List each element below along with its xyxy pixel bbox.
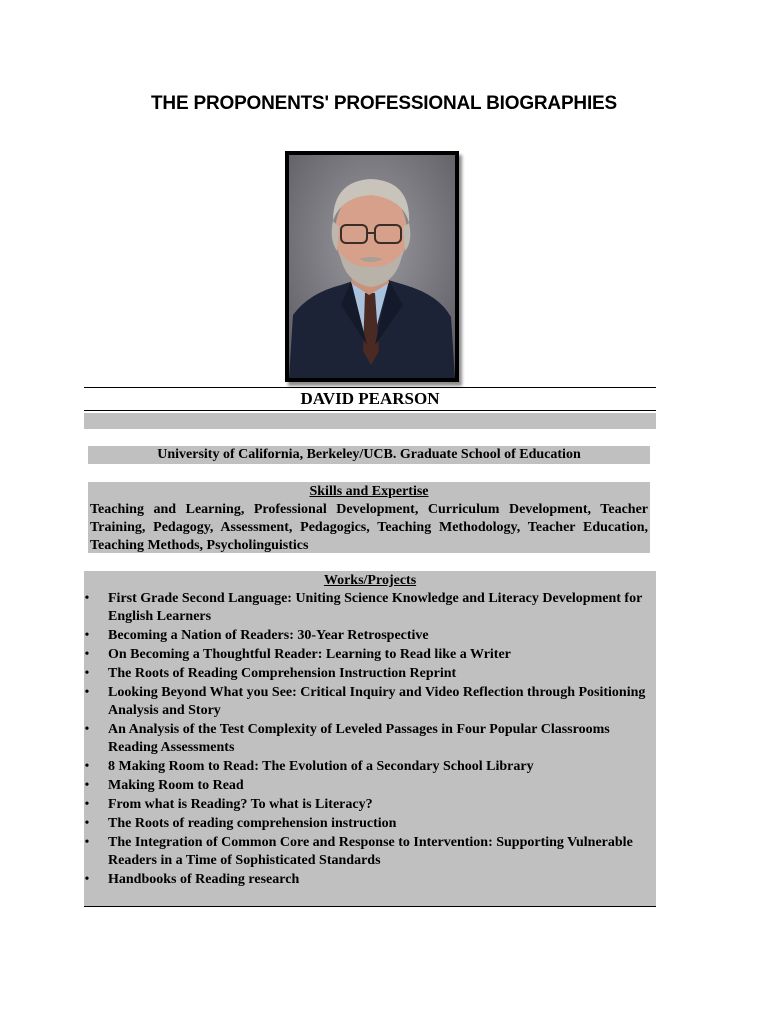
bullet-icon: • <box>84 778 90 793</box>
page-title: THE PROPONENTS' PROFESSIONAL BIOGRAPHIES <box>151 93 617 114</box>
bullet-icon: • <box>84 722 90 737</box>
bullet-icon: • <box>84 628 90 643</box>
list-item <box>84 777 656 795</box>
person-name: DAVID PEARSON <box>300 389 440 408</box>
bullet-icon: • <box>84 647 90 662</box>
works-heading: Works/Projects <box>323 573 417 588</box>
works-list <box>84 590 656 889</box>
list-item <box>84 646 656 664</box>
work-title: The Roots of reading comprehension instruction <box>108 816 397 831</box>
bullet-icon: • <box>84 759 90 774</box>
list-item <box>84 871 656 889</box>
portrait-photo <box>285 151 459 382</box>
work-title: On Becoming a Thoughtful Reader: Learning to Read like a Writer <box>108 647 511 662</box>
bullet-icon: • <box>84 872 90 887</box>
work-title: First Grade Second Language: Uniting Science Knowledge and Literacy Development for English Learners <box>108 591 643 624</box>
work-title: Handbooks of Reading research <box>108 872 300 887</box>
bullet-icon: • <box>84 835 90 850</box>
list-item <box>84 590 656 626</box>
work-title: The Roots of Reading Comprehension Instruction Reprint <box>108 666 457 681</box>
divider-top <box>84 387 656 388</box>
bullet-icon: • <box>84 685 90 700</box>
list-item <box>84 796 656 814</box>
work-title: 8 Making Room to Read: The Evolution of a Secondary School Library <box>108 759 534 774</box>
work-title: From what is Reading? To what is Literacy? <box>108 797 373 812</box>
bullet-icon: • <box>84 816 90 831</box>
divider-bottom <box>84 906 656 907</box>
list-item <box>84 665 656 683</box>
list-item <box>84 684 656 720</box>
bullet-icon: • <box>84 591 90 606</box>
works-section <box>84 571 656 907</box>
list-item <box>84 834 656 870</box>
portrait-illustration <box>289 155 455 378</box>
shaded-band <box>84 413 656 429</box>
skills-text: Teaching and Learning, Professional Development, Curriculum Development, Teacher Training, Pedagogy, Assessment, Pedagogics, Teaching Methodology, Teacher Education, Teaching Methods, Psycholinguistics <box>90 502 648 553</box>
list-item <box>84 627 656 645</box>
skills-heading: Skills and Expertise <box>309 484 429 499</box>
bullet-icon: • <box>84 797 90 812</box>
work-title: Becoming a Nation of Readers: 30-Year Retrospective <box>108 628 429 643</box>
skills-section <box>88 482 650 553</box>
work-title: Looking Beyond What you See: Critical Inquiry and Video Reflection through Positioning Analysis and Story <box>108 685 646 718</box>
work-title: Making Room to Read <box>108 778 244 793</box>
list-item <box>84 815 656 833</box>
divider-under-name <box>84 410 656 411</box>
list-item <box>84 721 656 757</box>
affiliation: University of California, Berkeley/UCB. Graduate School of Education <box>88 446 650 464</box>
work-title: The Integration of Common Core and Response to Intervention: Supporting Vulnerable Readers in a Time of Sophisticated Standards <box>108 835 633 868</box>
list-item <box>84 758 656 776</box>
work-title: An Analysis of the Test Complexity of Leveled Passages in Four Popular Classrooms Reading Assessments <box>108 722 610 755</box>
bullet-icon: • <box>84 666 90 681</box>
